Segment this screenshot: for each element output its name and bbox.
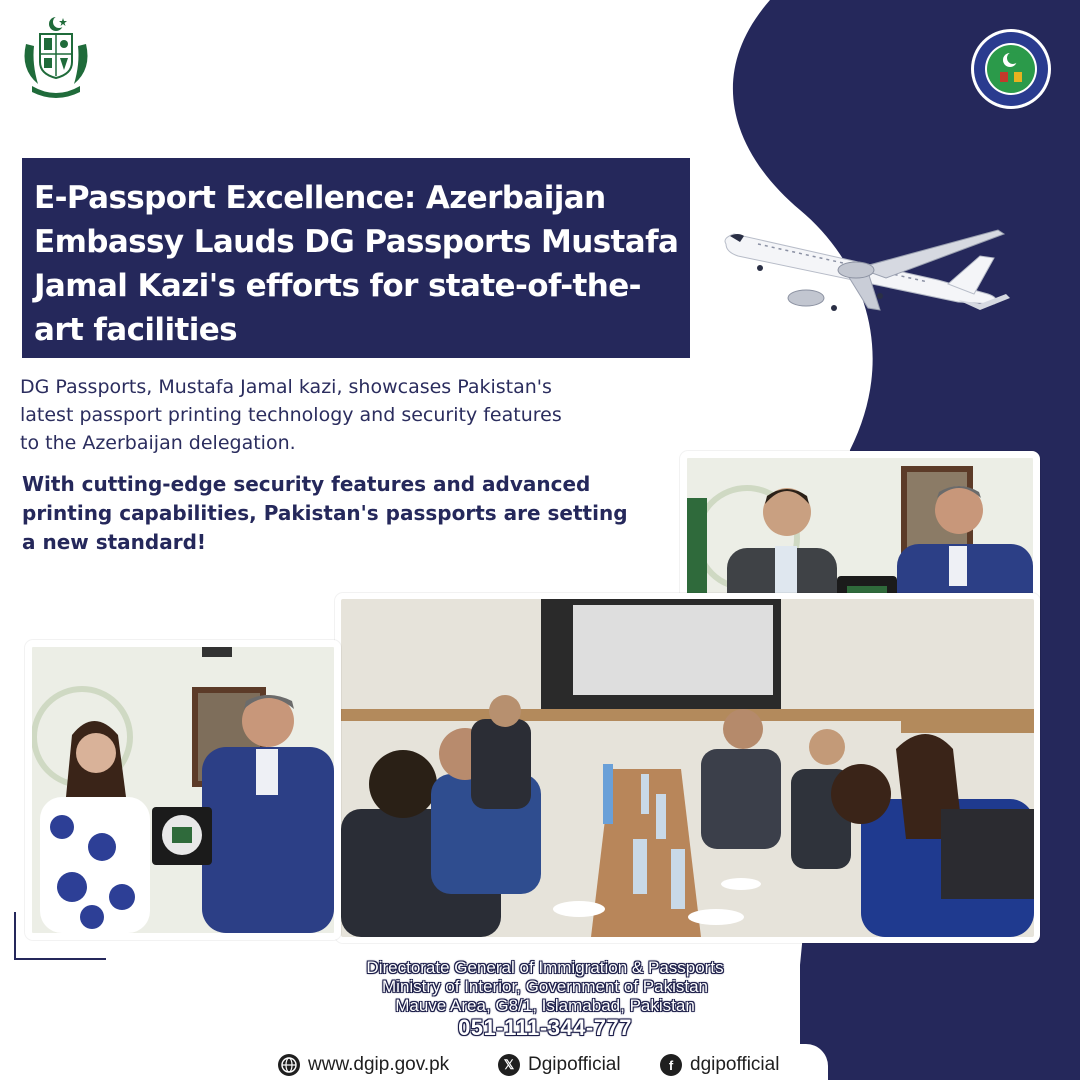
photo-shield-exchange-woman (25, 640, 341, 940)
dgip-logo-icon (970, 28, 1052, 110)
website-label: www.dgip.gov.pk (308, 1054, 450, 1075)
facebook-label: dgipofficial (690, 1054, 780, 1075)
photo-meeting-table (335, 593, 1040, 943)
address-line: Ministry of Interior, Government of Pakistan (382, 977, 708, 996)
footer-address (300, 958, 790, 1040)
headline-banner (22, 158, 690, 358)
highlight-line: a new standard! (22, 530, 207, 554)
twitter-label: Dgipofficial (528, 1054, 621, 1075)
highlight-line: With cutting-edge security features and advanced (22, 472, 591, 496)
headline: E-Passport Excellence: Azerbaijan Embassy Lauds DG Passports Mustafa Jamal Kazi's efforts for state-of-the-art facilities (34, 180, 679, 348)
intro-line: latest passport printing technology and security features (20, 404, 562, 426)
highlight-paragraph (22, 470, 702, 557)
address-line: Directorate General of Immigration & Passports (366, 958, 724, 977)
intro-line: to the Azerbaijan delegation. (20, 432, 296, 454)
twitter-link[interactable] (498, 1054, 621, 1076)
intro-line: DG Passports, Mustafa Jamal kazi, showcases Pakistan's (20, 376, 552, 398)
website-link[interactable] (278, 1054, 449, 1076)
facebook-link[interactable] (660, 1054, 779, 1076)
airplane-icon (718, 222, 1018, 327)
address-line: Mauve Area, G8/1, Islamabad, Pakistan (395, 996, 695, 1015)
pakistan-state-emblem-icon (18, 14, 94, 100)
phone-number[interactable]: 051-111-344-777 (458, 1015, 632, 1040)
highlight-line: printing capabilities, Pakistan's passports are setting (22, 501, 628, 525)
x-icon: 𝕏 (498, 1054, 520, 1076)
globe-icon (278, 1054, 300, 1076)
facebook-icon: f (660, 1054, 682, 1076)
intro-paragraph (20, 373, 700, 457)
